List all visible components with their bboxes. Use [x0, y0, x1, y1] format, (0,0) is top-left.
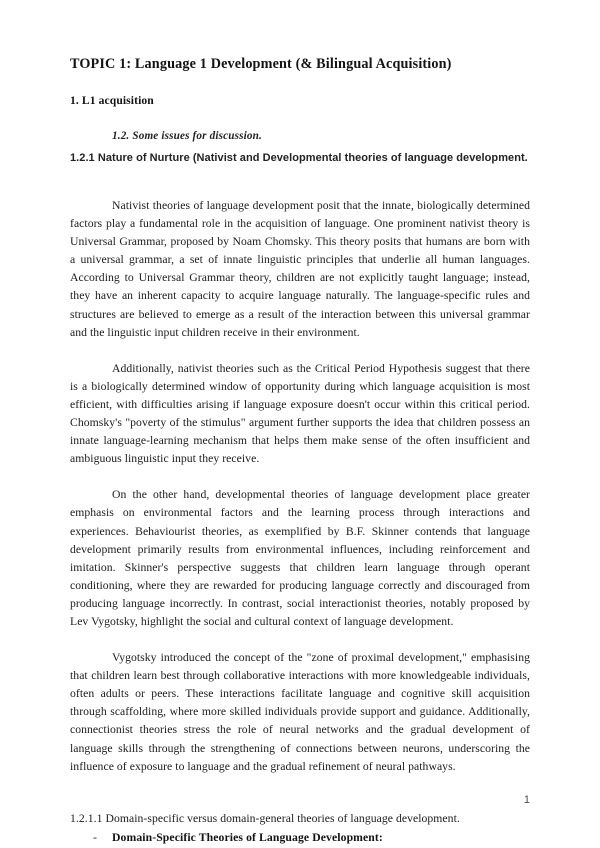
list-item [70, 827, 530, 846]
section-heading-1-2-1: 1.2.1 Nature of Nurture (Nativist and Developmental theories of language development. [70, 152, 528, 164]
section-heading-1: 1. L1 acquisition [70, 94, 154, 107]
body-paragraph: On the other hand, developmental theories of language development place greater emphasis on environmental factors and the learning process through interactions and experiences. Behaviourist theories, as exemplified by B.F. Skinner contends that language development primarily results from environmental influences, including reinforcement and imitation. Skinner's perspective suggests that children learn language through operant conditioning, where they are rewarded for producing language correctly and discouraged from producing language incorrectly. In contrast, social interactionist theories, notably proposed by Lev Vygotsky, highlight the social and cultural context of language development. [70, 488, 530, 628]
page-title: TOPIC 1: Language 1 Development (& Bilingual Acquisition) [70, 56, 452, 72]
section-heading-1-2-1-1: 1.2.1.1 Domain-specific versus domain-general theories of language development. [70, 811, 460, 825]
list-item-label: Domain-Specific Theories of Language Development: [112, 830, 383, 844]
body-paragraph: Vygotsky introduced the concept of the "zone of proximal development," emphasising that children learn best through collaborative interactions with more knowledgeable individuals, often adults or peers. These interactions facilitate language and cognitive skill acquisition through scaffolding, where more skilled individuals provide support and guidance. Additionally, connectionist theories stress the role of neural networks and the gradual development of language skills through the strengthening of connections between neurons, underscoring the influence of exposure to language and the gradual refinement of neural pathways. [70, 651, 530, 773]
page-content [70, 0, 530, 846]
page-number: 1 [523, 794, 530, 806]
section-heading-1-2: 1.2. Some issues for discussion. [112, 130, 262, 142]
body-paragraph: Additionally, nativist theories such as the Critical Period Hypothesis suggest that there is a biologically determined window of opportunity during which language acquisition is most efficient, with difficulties arising if language exposure doesn't occur within this critical period. Chomsky's "poverty of the stimulus" argument further supports the idea that children possess an innate language-learning mechanism that helps them make sense of the often insufficient and ambiguous linguistic input they receive. [70, 361, 530, 466]
body-paragraph: Nativist theories of language development posit that the innate, biologically determined factors play a fundamental role in the acquisition of language. One prominent nativist theory is Universal Grammar, proposed by Noam Chomsky. This theory posits that humans are born with a universal grammar, a set of innate linguistic principles that underlie all human languages. According to Universal Grammar theory, children are not explicitly taught language; instead, they have an inherent capacity to acquire language naturally. The language-specific rules and structures are believed to emerge as a result of the interaction between this universal grammar and the linguistic input children receive in their environment. [70, 199, 530, 339]
bullet-marker: - [93, 830, 97, 844]
